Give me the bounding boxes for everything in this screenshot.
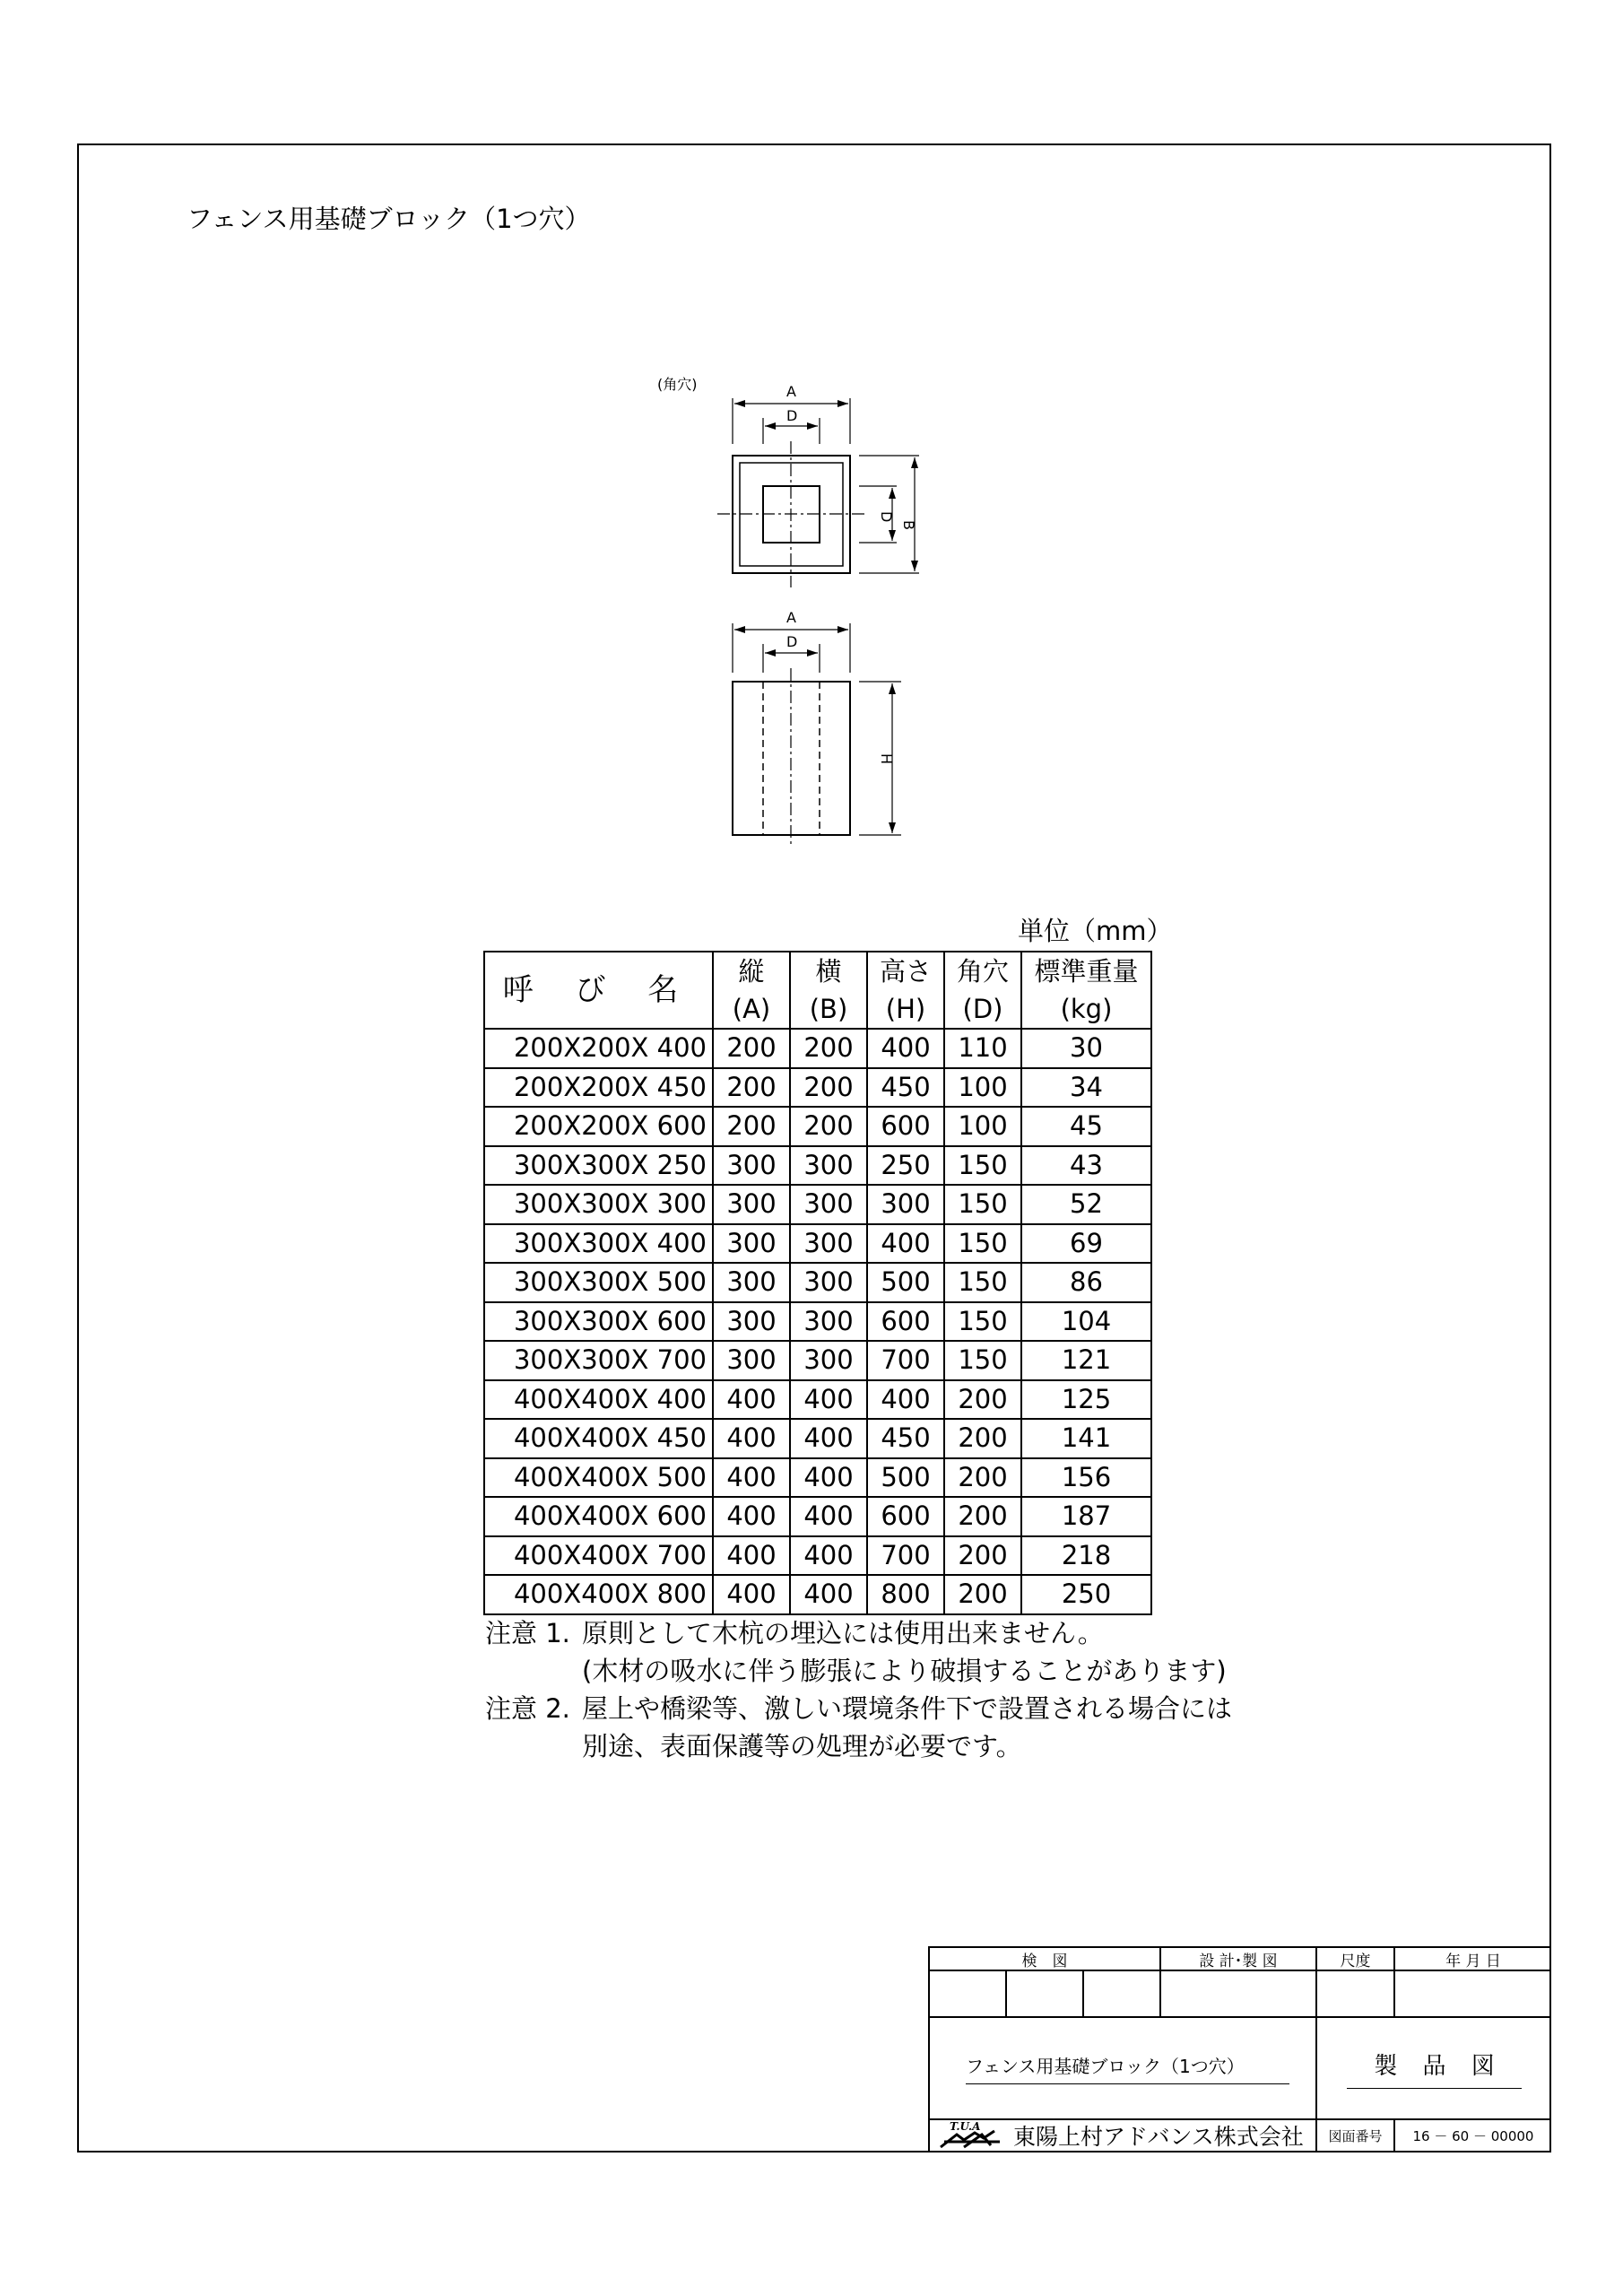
cell-b: 400	[790, 1575, 867, 1614]
cell-b: 400	[790, 1497, 867, 1536]
cell-d: 150	[944, 1224, 1021, 1264]
cell-weight: 69	[1021, 1224, 1151, 1264]
table-header-row	[484, 952, 1151, 1029]
cell-b: 400	[790, 1419, 867, 1458]
cell-b: 400	[790, 1536, 867, 1576]
note-2-line1: 屋上や橋梁等、激しい環境条件下で設置される場合には	[582, 1693, 1233, 1724]
cell-name: 400X400X 400	[484, 1380, 713, 1420]
table-row	[484, 1497, 1151, 1536]
note-1-label: 注意 1.	[485, 1618, 570, 1648]
cell-h: 450	[867, 1068, 944, 1108]
tb-drawing-name: フェンス用基礎ブロック（1つ穴）	[966, 2052, 1289, 2084]
cell-weight: 104	[1021, 1302, 1151, 1342]
table-row	[484, 1146, 1151, 1186]
cell-b: 200	[790, 1029, 867, 1068]
cell-d: 150	[944, 1263, 1021, 1302]
table-row	[484, 1536, 1151, 1576]
cell-h: 500	[867, 1458, 944, 1498]
cell-b: 300	[790, 1146, 867, 1186]
svg-text:T.U.A: T.U.A	[950, 2120, 981, 2133]
table-row	[484, 1341, 1151, 1380]
cell-name: 300X300X 250	[484, 1146, 713, 1186]
cell-a: 300	[713, 1224, 790, 1264]
cell-d: 200	[944, 1419, 1021, 1458]
cell-h: 300	[867, 1185, 944, 1224]
tb-number-label: 図面番号	[1315, 2118, 1393, 2152]
cell-d: 100	[944, 1107, 1021, 1146]
cell-b: 300	[790, 1185, 867, 1224]
cell-h: 500	[867, 1263, 944, 1302]
cell-d: 150	[944, 1341, 1021, 1380]
cell-name: 200X200X 400	[484, 1029, 713, 1068]
title-block	[928, 1946, 1551, 2152]
cell-a: 300	[713, 1263, 790, 1302]
cell-weight: 218	[1021, 1536, 1151, 1576]
cell-a: 400	[713, 1380, 790, 1420]
cell-d: 200	[944, 1458, 1021, 1498]
cell-d: 110	[944, 1029, 1021, 1068]
cell-name: 400X400X 450	[484, 1419, 713, 1458]
header-a: 縦 (A)	[713, 952, 790, 1029]
cell-h: 600	[867, 1107, 944, 1146]
tb-number: 16 － 60 － 00000	[1393, 2118, 1551, 2152]
header-h: 高さ (H)	[867, 952, 944, 1029]
cell-d: 200	[944, 1497, 1021, 1536]
cell-a: 400	[713, 1458, 790, 1498]
cell-b: 400	[790, 1458, 867, 1498]
cell-weight: 45	[1021, 1107, 1151, 1146]
cell-name: 300X300X 700	[484, 1341, 713, 1380]
header-weight: 標準重量 (kg)	[1021, 952, 1151, 1029]
cell-a: 200	[713, 1107, 790, 1146]
cell-b: 400	[790, 1380, 867, 1420]
table-row	[484, 1302, 1151, 1342]
cell-b: 200	[790, 1107, 867, 1146]
company-logo-icon	[937, 2120, 1013, 2151]
cell-a: 400	[713, 1497, 790, 1536]
dim-a-side-label: A	[786, 609, 796, 626]
cell-a: 200	[713, 1068, 790, 1108]
tb-design: 設 計･製 図	[1159, 1946, 1315, 1970]
cell-d: 200	[944, 1575, 1021, 1614]
cell-h: 400	[867, 1380, 944, 1420]
cell-h: 250	[867, 1146, 944, 1186]
table-row	[484, 1029, 1151, 1068]
cell-h: 600	[867, 1497, 944, 1536]
cell-weight: 141	[1021, 1419, 1151, 1458]
unit-label: 単位（mm）	[1018, 916, 1173, 946]
table-row	[484, 1575, 1151, 1614]
dim-a-label: A	[786, 383, 796, 400]
cell-name: 300X300X 600	[484, 1302, 713, 1342]
cell-h: 400	[867, 1029, 944, 1068]
cell-h: 800	[867, 1575, 944, 1614]
cell-h: 600	[867, 1302, 944, 1342]
cell-name: 400X400X 500	[484, 1458, 713, 1498]
cell-d: 200	[944, 1380, 1021, 1420]
dim-d-side-label: D	[786, 633, 798, 650]
cell-d: 200	[944, 1536, 1021, 1576]
cell-h: 450	[867, 1419, 944, 1458]
cell-d: 150	[944, 1146, 1021, 1186]
cell-weight: 43	[1021, 1146, 1151, 1186]
note-1-line1: 原則として木杭の埋込には使用出来ません。	[582, 1618, 1104, 1648]
header-b: 横 (B)	[790, 952, 867, 1029]
cell-a: 400	[713, 1575, 790, 1614]
block-drawing	[0, 0, 1623, 897]
table-row	[484, 1224, 1151, 1264]
cell-d: 100	[944, 1068, 1021, 1108]
cell-name: 300X300X 400	[484, 1224, 713, 1264]
cell-a: 400	[713, 1419, 790, 1458]
cell-a: 300	[713, 1302, 790, 1342]
cell-h: 400	[867, 1224, 944, 1264]
cell-d: 150	[944, 1185, 1021, 1224]
cell-name: 400X400X 700	[484, 1536, 713, 1576]
cell-weight: 250	[1021, 1575, 1151, 1614]
table-row	[484, 1458, 1151, 1498]
cell-b: 300	[790, 1224, 867, 1264]
tb-drawing-type: 製 品 図	[1347, 2048, 1522, 2089]
cell-weight: 86	[1021, 1263, 1151, 1302]
cell-h: 700	[867, 1341, 944, 1380]
cell-b: 300	[790, 1302, 867, 1342]
header-name: 呼 び 名	[484, 952, 713, 1029]
cell-b: 200	[790, 1068, 867, 1108]
cell-a: 200	[713, 1029, 790, 1068]
header-d: 角穴 (D)	[944, 952, 1021, 1029]
cell-name: 400X400X 800	[484, 1575, 713, 1614]
cell-d: 150	[944, 1302, 1021, 1342]
hole-type-label: (角穴)	[657, 376, 698, 393]
table-row	[484, 1380, 1151, 1420]
cell-name: 200X200X 450	[484, 1068, 713, 1108]
cell-a: 300	[713, 1341, 790, 1380]
spec-table	[483, 951, 1152, 1615]
dim-h-label: H	[878, 753, 895, 765]
cell-name: 200X200X 600	[484, 1107, 713, 1146]
note-1-line2: (木材の吸水に伴う膨張により破損することがあります)	[582, 1656, 1227, 1686]
cell-b: 300	[790, 1263, 867, 1302]
notes	[485, 1614, 1232, 1765]
table-row	[484, 1419, 1151, 1458]
cell-name: 400X400X 600	[484, 1497, 713, 1536]
cell-name: 300X300X 500	[484, 1263, 713, 1302]
tb-company: 東陽上村アドバンス株式会社	[1013, 2124, 1304, 2150]
note-2-line2: 別途、表面保護等の処理が必要です。	[582, 1731, 1022, 1761]
table-row	[484, 1185, 1151, 1224]
cell-a: 300	[713, 1146, 790, 1186]
tb-date: 年 月 日	[1393, 1946, 1551, 1970]
cell-weight: 125	[1021, 1380, 1151, 1420]
cell-weight: 187	[1021, 1497, 1151, 1536]
cell-h: 700	[867, 1536, 944, 1576]
tb-scale: 尺度	[1315, 1946, 1393, 1970]
dim-d-label: D	[786, 407, 798, 424]
cell-weight: 30	[1021, 1029, 1151, 1068]
cell-weight: 156	[1021, 1458, 1151, 1498]
table-row	[484, 1263, 1151, 1302]
note-2-label: 注意 2.	[485, 1693, 570, 1724]
page-title: フェンス用基礎ブロック（1つ穴）	[187, 204, 591, 234]
tb-inspection: 検 図	[928, 1946, 1159, 1970]
table-row	[484, 1107, 1151, 1146]
cell-weight: 121	[1021, 1341, 1151, 1380]
dim-b-label: B	[900, 520, 917, 530]
table-row	[484, 1068, 1151, 1108]
cell-a: 400	[713, 1536, 790, 1576]
cell-weight: 52	[1021, 1185, 1151, 1224]
cell-name: 300X300X 300	[484, 1185, 713, 1224]
cell-a: 300	[713, 1185, 790, 1224]
cell-b: 300	[790, 1341, 867, 1380]
cell-weight: 34	[1021, 1068, 1151, 1108]
dim-d-right-label: D	[878, 511, 895, 523]
